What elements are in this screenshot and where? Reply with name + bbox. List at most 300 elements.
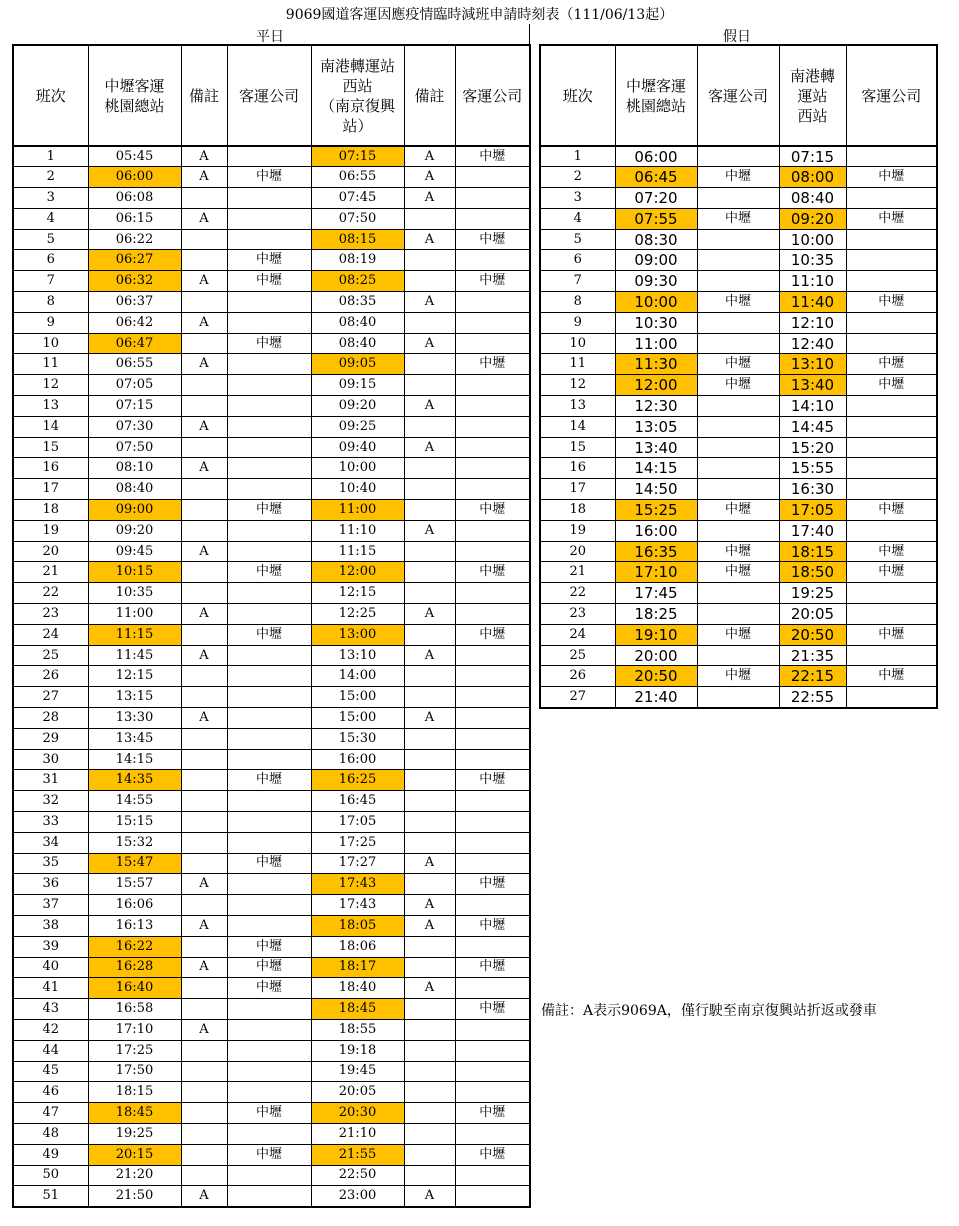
nangang-departure-time: 12:10 xyxy=(779,312,846,333)
zhongli-departure-time: 13:40 xyxy=(615,437,697,458)
trip-number: 8 xyxy=(13,292,88,313)
trip-number: 20 xyxy=(540,541,615,562)
zhongli-departure-time: 11:00 xyxy=(88,604,181,625)
trip-number: 42 xyxy=(13,1019,88,1040)
remark xyxy=(181,1082,227,1103)
company xyxy=(846,583,937,604)
table-row xyxy=(13,250,530,271)
zhongli-departure-time: 07:15 xyxy=(88,396,181,417)
remark xyxy=(181,1123,227,1144)
zhongli-departure-time: 09:00 xyxy=(88,500,181,521)
company xyxy=(455,375,530,396)
company xyxy=(227,687,311,708)
nangang-departure-time: 22:15 xyxy=(779,666,846,687)
company xyxy=(455,812,530,833)
zhongli-departure-time: 06:32 xyxy=(88,271,181,292)
remark xyxy=(181,375,227,396)
trip-number: 48 xyxy=(13,1123,88,1144)
zhongli-departure-time: 08:30 xyxy=(615,229,697,250)
company xyxy=(227,812,311,833)
remark xyxy=(181,812,227,833)
remark xyxy=(404,687,455,708)
trip-number: 23 xyxy=(13,604,88,625)
remark xyxy=(181,562,227,583)
table-row xyxy=(540,458,937,479)
company: 中壢 xyxy=(227,1144,311,1165)
trip-number: 4 xyxy=(13,208,88,229)
nangang-departure-time: 11:10 xyxy=(311,520,404,541)
trip-number: 24 xyxy=(540,624,615,645)
nangang-departure-time: 18:05 xyxy=(311,915,404,936)
trip-number: 12 xyxy=(13,375,88,396)
trip-number: 49 xyxy=(13,1144,88,1165)
table-row xyxy=(540,562,937,583)
zhongli-departure-time: 14:15 xyxy=(615,458,697,479)
company: 中壢 xyxy=(455,999,530,1020)
company xyxy=(227,1186,311,1207)
table-row xyxy=(13,936,530,957)
trip-number: 38 xyxy=(13,915,88,936)
company xyxy=(455,333,530,354)
zhongli-departure-time: 18:25 xyxy=(615,604,697,625)
company: 中壢 xyxy=(846,666,937,687)
remark: A xyxy=(181,354,227,375)
zhongli-departure-time: 16:13 xyxy=(88,915,181,936)
zhongli-departure-time: 06:27 xyxy=(88,250,181,271)
table-row xyxy=(13,1186,530,1207)
remark xyxy=(404,728,455,749)
company xyxy=(227,915,311,936)
table-row xyxy=(13,832,530,853)
remark xyxy=(404,312,455,333)
company: 中壢 xyxy=(455,1144,530,1165)
nangang-departure-time: 21:10 xyxy=(311,1123,404,1144)
zhongli-departure-time: 17:45 xyxy=(615,583,697,604)
trip-number: 14 xyxy=(540,416,615,437)
trip-number: 13 xyxy=(13,396,88,417)
company xyxy=(227,188,311,209)
zhongli-departure-time: 10:30 xyxy=(615,312,697,333)
company xyxy=(455,479,530,500)
company: 中壢 xyxy=(227,624,311,645)
remark xyxy=(404,208,455,229)
table-row xyxy=(13,853,530,874)
trip-number: 20 xyxy=(13,541,88,562)
company xyxy=(227,645,311,666)
zhongli-departure-time: 10:00 xyxy=(615,292,697,313)
company xyxy=(697,333,779,354)
remark xyxy=(181,1040,227,1061)
remark xyxy=(404,666,455,687)
remark xyxy=(404,375,455,396)
trip-number: 8 xyxy=(540,292,615,313)
company: 中壢 xyxy=(455,354,530,375)
nangang-departure-time: 07:15 xyxy=(311,146,404,167)
nangang-departure-time: 21:55 xyxy=(311,1144,404,1165)
trip-number: 19 xyxy=(13,520,88,541)
table-row xyxy=(13,312,530,333)
trip-number: 11 xyxy=(540,354,615,375)
company xyxy=(227,708,311,729)
company xyxy=(455,1123,530,1144)
nangang-departure-time: 15:20 xyxy=(779,437,846,458)
remark: A xyxy=(404,708,455,729)
remark xyxy=(181,1144,227,1165)
zhongli-departure-time: 16:35 xyxy=(615,541,697,562)
table-row xyxy=(13,728,530,749)
table-row xyxy=(13,333,530,354)
company xyxy=(227,354,311,375)
zhongli-departure-time: 14:35 xyxy=(88,770,181,791)
nangang-departure-time: 19:45 xyxy=(311,1061,404,1082)
company xyxy=(455,396,530,417)
remark xyxy=(404,812,455,833)
table-row xyxy=(13,978,530,999)
remark xyxy=(404,500,455,521)
zhongli-departure-time: 13:45 xyxy=(88,728,181,749)
col-header-trip-no: 班次 xyxy=(13,45,88,146)
company xyxy=(227,749,311,770)
company xyxy=(697,312,779,333)
company: 中壢 xyxy=(697,500,779,521)
trip-number: 5 xyxy=(13,229,88,250)
remark: A xyxy=(404,853,455,874)
remark: A xyxy=(404,146,455,167)
table-row xyxy=(13,874,530,895)
remark xyxy=(181,1103,227,1124)
company: 中壢 xyxy=(697,624,779,645)
trip-number: 45 xyxy=(13,1061,88,1082)
table-row xyxy=(13,541,530,562)
trip-number: 44 xyxy=(13,1040,88,1061)
remark: A xyxy=(181,416,227,437)
table-row xyxy=(540,687,937,708)
trip-number: 2 xyxy=(13,167,88,188)
nangang-departure-time: 10:00 xyxy=(311,458,404,479)
trip-number: 14 xyxy=(13,416,88,437)
remark: A xyxy=(404,915,455,936)
trip-number: 10 xyxy=(13,333,88,354)
company xyxy=(455,708,530,729)
zhongli-departure-time: 18:15 xyxy=(88,1082,181,1103)
trip-number: 47 xyxy=(13,1103,88,1124)
company xyxy=(227,229,311,250)
table-row xyxy=(13,188,530,209)
nangang-departure-time: 07:50 xyxy=(311,208,404,229)
table-row xyxy=(540,416,937,437)
trip-number: 41 xyxy=(13,978,88,999)
table-row xyxy=(540,666,937,687)
zhongli-departure-time: 15:57 xyxy=(88,874,181,895)
company: 中壢 xyxy=(697,292,779,313)
remark xyxy=(181,479,227,500)
company xyxy=(846,479,937,500)
company xyxy=(697,520,779,541)
zhongli-departure-time: 14:50 xyxy=(615,479,697,500)
remark xyxy=(404,416,455,437)
nangang-departure-time: 12:00 xyxy=(311,562,404,583)
zhongli-departure-time: 15:15 xyxy=(88,812,181,833)
remark xyxy=(181,396,227,417)
company xyxy=(697,687,779,708)
remark xyxy=(404,583,455,604)
table-row xyxy=(13,271,530,292)
trip-number: 26 xyxy=(540,666,615,687)
nangang-departure-time: 12:25 xyxy=(311,604,404,625)
zhongli-departure-time: 15:32 xyxy=(88,832,181,853)
remark: A xyxy=(181,645,227,666)
nangang-departure-time: 17:27 xyxy=(311,853,404,874)
company: 中壢 xyxy=(227,936,311,957)
trip-number: 4 xyxy=(540,208,615,229)
remark xyxy=(404,936,455,957)
company xyxy=(455,936,530,957)
remark xyxy=(181,1061,227,1082)
company xyxy=(455,791,530,812)
table-row xyxy=(540,312,937,333)
trip-number: 36 xyxy=(13,874,88,895)
remark xyxy=(404,1019,455,1040)
zhongli-departure-time: 06:47 xyxy=(88,333,181,354)
zhongli-departure-time: 14:15 xyxy=(88,749,181,770)
company xyxy=(227,999,311,1020)
nangang-departure-time: 18:50 xyxy=(779,562,846,583)
remark xyxy=(404,874,455,895)
table-row xyxy=(13,208,530,229)
nangang-departure-time: 08:35 xyxy=(311,292,404,313)
trip-number: 27 xyxy=(540,687,615,708)
trip-number: 33 xyxy=(13,812,88,833)
nangang-departure-time: 15:55 xyxy=(779,458,846,479)
remark: A xyxy=(181,1186,227,1207)
nangang-departure-time: 13:10 xyxy=(311,645,404,666)
company: 中壢 xyxy=(455,500,530,521)
table-row xyxy=(540,354,937,375)
zhongli-departure-time: 07:55 xyxy=(615,208,697,229)
zhongli-departure-time: 16:40 xyxy=(88,978,181,999)
remark: A xyxy=(404,229,455,250)
nangang-departure-time: 07:45 xyxy=(311,188,404,209)
table-row xyxy=(13,146,530,167)
nangang-departure-time: 10:00 xyxy=(779,229,846,250)
trip-number: 19 xyxy=(540,520,615,541)
zhongli-departure-time: 16:06 xyxy=(88,895,181,916)
company: 中壢 xyxy=(455,146,530,167)
zhongli-departure-time: 08:10 xyxy=(88,458,181,479)
zhongli-departure-time: 15:47 xyxy=(88,853,181,874)
remark: A xyxy=(181,708,227,729)
remark xyxy=(404,1165,455,1186)
remark xyxy=(181,229,227,250)
trip-number: 22 xyxy=(13,583,88,604)
company xyxy=(697,146,779,167)
table-row xyxy=(540,624,937,645)
remark xyxy=(404,832,455,853)
company xyxy=(846,312,937,333)
company xyxy=(846,687,937,708)
trip-number: 15 xyxy=(540,437,615,458)
table-row xyxy=(13,812,530,833)
remark: A xyxy=(404,978,455,999)
trip-number: 24 xyxy=(13,624,88,645)
remark xyxy=(404,271,455,292)
remark: A xyxy=(404,604,455,625)
company xyxy=(846,333,937,354)
remark xyxy=(181,188,227,209)
zhongli-departure-time: 18:45 xyxy=(88,1103,181,1124)
trip-number: 25 xyxy=(540,645,615,666)
zhongli-departure-time: 07:20 xyxy=(615,188,697,209)
company xyxy=(846,271,937,292)
company xyxy=(227,1019,311,1040)
nangang-departure-time: 15:30 xyxy=(311,728,404,749)
trip-number: 27 xyxy=(13,687,88,708)
company xyxy=(846,604,937,625)
nangang-departure-time: 19:25 xyxy=(779,583,846,604)
remark xyxy=(181,728,227,749)
table-row xyxy=(13,624,530,645)
table-row xyxy=(540,333,937,354)
company xyxy=(227,1040,311,1061)
nangang-departure-time: 12:40 xyxy=(779,333,846,354)
trip-number: 3 xyxy=(13,188,88,209)
remark: A xyxy=(404,292,455,313)
nangang-departure-time: 06:55 xyxy=(311,167,404,188)
trip-number: 28 xyxy=(13,708,88,729)
divider xyxy=(529,24,530,46)
table-row xyxy=(13,396,530,417)
company xyxy=(227,666,311,687)
nangang-departure-time: 14:45 xyxy=(779,416,846,437)
zhongli-departure-time: 14:55 xyxy=(88,791,181,812)
weekday-rows xyxy=(13,146,530,1207)
trip-number: 34 xyxy=(13,832,88,853)
table-row xyxy=(13,708,530,729)
company: 中壢 xyxy=(697,541,779,562)
col-header-nangang: 南港轉 運站 西站 xyxy=(779,45,846,146)
trip-number: 40 xyxy=(13,957,88,978)
company xyxy=(227,604,311,625)
zhongli-departure-time: 06:15 xyxy=(88,208,181,229)
remark xyxy=(181,791,227,812)
table-row xyxy=(13,1103,530,1124)
remark: A xyxy=(181,957,227,978)
trip-number: 18 xyxy=(540,500,615,521)
zhongli-departure-time: 21:20 xyxy=(88,1165,181,1186)
remark: A xyxy=(181,874,227,895)
zhongli-departure-time: 11:30 xyxy=(615,354,697,375)
trip-number: 29 xyxy=(13,728,88,749)
trip-number: 1 xyxy=(540,146,615,167)
company: 中壢 xyxy=(846,500,937,521)
col-header-trip-no: 班次 xyxy=(540,45,615,146)
remark: A xyxy=(404,895,455,916)
company xyxy=(455,416,530,437)
company xyxy=(227,583,311,604)
company xyxy=(697,396,779,417)
remark xyxy=(181,978,227,999)
company xyxy=(455,1061,530,1082)
table-row xyxy=(13,167,530,188)
table-row xyxy=(13,458,530,479)
company xyxy=(697,437,779,458)
company xyxy=(697,479,779,500)
nangang-departure-time: 17:43 xyxy=(311,874,404,895)
company xyxy=(455,188,530,209)
company: 中壢 xyxy=(697,562,779,583)
table-row xyxy=(13,416,530,437)
company: 中壢 xyxy=(227,167,311,188)
company: 中壢 xyxy=(455,874,530,895)
company xyxy=(455,458,530,479)
nangang-departure-time: 08:19 xyxy=(311,250,404,271)
company xyxy=(697,583,779,604)
nangang-departure-time: 07:15 xyxy=(779,146,846,167)
remark: A xyxy=(181,604,227,625)
weekday-label: 平日 xyxy=(256,29,284,45)
company xyxy=(846,146,937,167)
trip-number: 31 xyxy=(13,770,88,791)
nangang-departure-time: 21:35 xyxy=(779,645,846,666)
table-row xyxy=(13,1040,530,1061)
company: 中壢 xyxy=(227,500,311,521)
company xyxy=(455,312,530,333)
remark xyxy=(181,770,227,791)
zhongli-departure-time: 09:30 xyxy=(615,271,697,292)
remark xyxy=(404,1040,455,1061)
nangang-departure-time: 18:45 xyxy=(311,999,404,1020)
remark xyxy=(181,832,227,853)
company: 中壢 xyxy=(455,562,530,583)
table-row xyxy=(13,562,530,583)
company xyxy=(455,749,530,770)
nangang-departure-time: 13:00 xyxy=(311,624,404,645)
zhongli-departure-time: 13:30 xyxy=(88,708,181,729)
company xyxy=(455,1019,530,1040)
table-row xyxy=(13,1165,530,1186)
zhongli-departure-time: 09:45 xyxy=(88,541,181,562)
remark xyxy=(404,250,455,271)
remark: A xyxy=(181,208,227,229)
company xyxy=(846,645,937,666)
company xyxy=(227,832,311,853)
table-row xyxy=(540,292,937,313)
table-row xyxy=(13,354,530,375)
remark xyxy=(404,458,455,479)
zhongli-departure-time: 06:00 xyxy=(615,146,697,167)
nangang-departure-time: 18:40 xyxy=(311,978,404,999)
table-row xyxy=(540,583,937,604)
zhongli-departure-time: 13:15 xyxy=(88,687,181,708)
company xyxy=(227,728,311,749)
company xyxy=(455,437,530,458)
company xyxy=(455,604,530,625)
nangang-departure-time: 23:00 xyxy=(311,1186,404,1207)
company: 中壢 xyxy=(846,541,937,562)
nangang-departure-time: 17:40 xyxy=(779,520,846,541)
remark xyxy=(181,666,227,687)
remark xyxy=(181,749,227,770)
table-row xyxy=(540,146,937,167)
company xyxy=(227,416,311,437)
trip-number: 43 xyxy=(13,999,88,1020)
company xyxy=(455,1165,530,1186)
table-row xyxy=(13,645,530,666)
remark: A xyxy=(404,1186,455,1207)
trip-number: 7 xyxy=(540,271,615,292)
company: 中壢 xyxy=(846,208,937,229)
zhongli-departure-time: 06:45 xyxy=(615,167,697,188)
